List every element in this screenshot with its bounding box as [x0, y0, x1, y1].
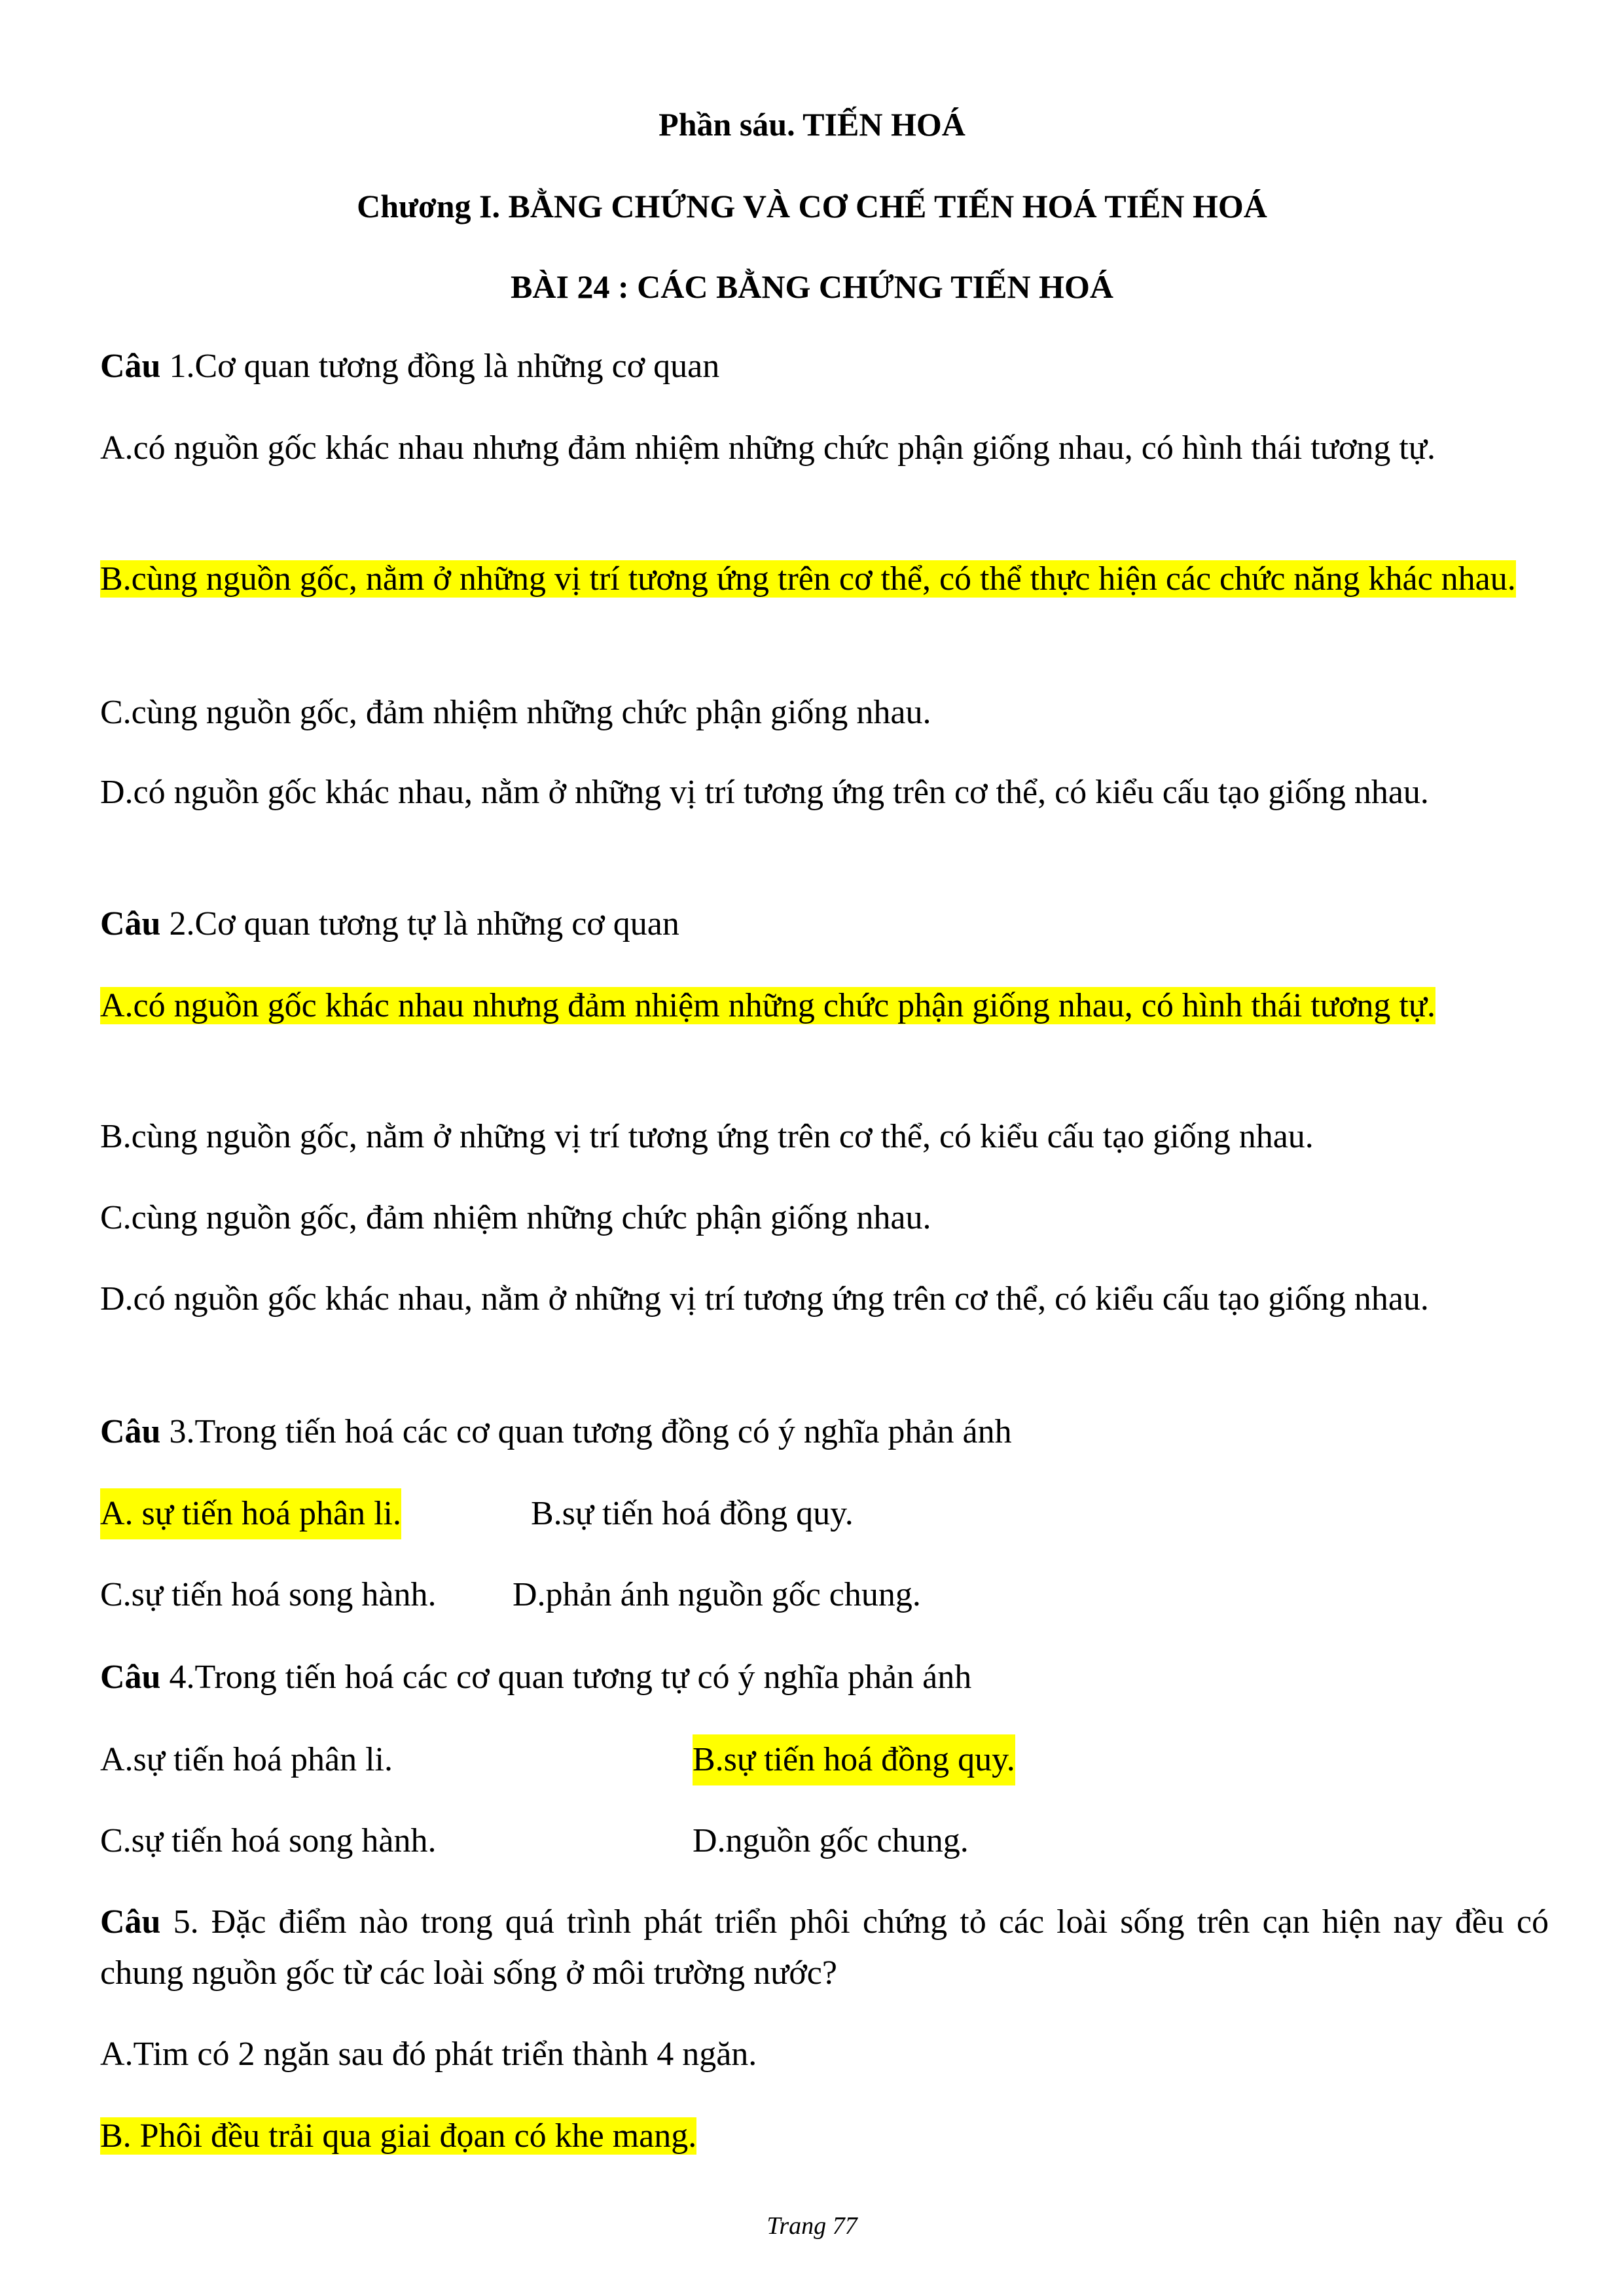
chapter-title: Chương I. BẰNG CHỨNG VÀ CƠ CHẾ TIẾN HOÁ TIẾN HOÁ [357, 188, 1267, 224]
question-5-option-b [100, 2111, 1549, 2162]
lesson-title: BÀI 24 : CÁC BẰNG CHỨNG TIẾN HOÁ [511, 268, 1113, 305]
question-3-stem [100, 1407, 1549, 1458]
question-1-stem [100, 341, 1549, 392]
question-1-option-a [100, 423, 1549, 474]
question-3-option-d: D.phản ánh nguồn gốc chung. [513, 1576, 921, 1613]
question-4-options-row-1 [100, 1734, 1549, 1785]
question-5-option-a [100, 2029, 1549, 2080]
question-2-stem [100, 899, 1549, 950]
option-text-highlighted: B.cùng nguồn gốc, nằm ở những vị trí tương ứng trên cơ thể, có thể thực hiện các chức năng khác nhau. [100, 560, 1516, 598]
question-1-option-b [100, 554, 1549, 605]
question-5-stem [100, 1897, 1549, 1999]
question-label: Câu [100, 1903, 161, 1941]
option-text-highlighted: A.có nguồn gốc khác nhau nhưng đảm nhiệm những chức phận giống nhau, có hình thái tương tự. [100, 987, 1436, 1024]
question-3-option-c: C.sự tiến hoá song hành. [100, 1576, 437, 1613]
option-text: A.Tim có 2 ngăn sau đó phát triển thành 4 ngăn. [100, 2036, 757, 2073]
question-2-option-c [100, 1193, 1549, 1244]
question-text: 1.Cơ quan tương đồng là những cơ quan [160, 348, 720, 385]
question-4-stem [100, 1652, 1549, 1703]
question-label: Câu [100, 1413, 161, 1450]
question-3-options-row-1 [100, 1488, 1549, 1539]
option-text: D.có nguồn gốc khác nhau, nằm ở những vị trí tương ứng trên cơ thể, có kiểu cấu tạo giống nhau. [100, 1280, 1429, 1318]
option-text: C.cùng nguồn gốc, đảm nhiệm những chức phận giống nhau. [100, 694, 931, 731]
question-3-option-b: B.sự tiến hoá đồng quy. [531, 1495, 854, 1532]
option-text-highlighted: B. Phôi đều trải qua giai đọan có khe mang. [100, 2117, 697, 2155]
part-title: Phần sáu. TIẾN HOÁ [659, 106, 965, 143]
page-number: Trang 77 [767, 2212, 857, 2240]
question-4-option-d: D.nguồn gốc chung. [693, 1822, 969, 1859]
question-label: Câu [100, 348, 161, 385]
question-2-option-d [100, 1274, 1549, 1325]
question-text: 2.Cơ quan tương tự là những cơ quan [160, 905, 679, 942]
question-text: 5. Đặc điểm nào trong quá trình phát triển phôi chứng tỏ các loài sống trên cạn hiện nay đều có chung nguồn gốc từ các loài sống ở môi trường nước? [100, 1903, 1549, 1992]
option-text: D.có nguồn gốc khác nhau, nằm ở những vị trí tương ứng trên cơ thể, có kiểu cấu tạo giống nhau. [100, 774, 1429, 811]
question-text: 4.Trong tiến hoá các cơ quan tương tự có ý nghĩa phản ánh [160, 1659, 972, 1696]
question-3-options-row-2 [100, 1570, 1549, 1621]
option-text: C.cùng nguồn gốc, đảm nhiệm những chức phận giống nhau. [100, 1199, 931, 1236]
question-2-option-a [100, 980, 1549, 1031]
question-3-option-a: A. sự tiến hoá phân li. [100, 1488, 401, 1539]
question-label: Câu [100, 905, 161, 942]
question-2-option-b [100, 1111, 1549, 1162]
question-text: 3.Trong tiến hoá các cơ quan tương đồng có ý nghĩa phản ánh [160, 1413, 1012, 1450]
option-text: A.có nguồn gốc khác nhau nhưng đảm nhiệm những chức phận giống nhau, có hình thái tương tự. [100, 429, 1436, 467]
question-4-option-b: B.sự tiến hoá đồng quy. [693, 1734, 1015, 1785]
option-text: B.cùng nguồn gốc, nằm ở những vị trí tương ứng trên cơ thể, có kiểu cấu tạo giống nhau. [100, 1118, 1314, 1155]
question-4-options-row-2 [100, 1816, 1549, 1867]
question-label: Câu [100, 1659, 161, 1696]
question-4-option-a: A.sự tiến hoá phân li. [100, 1741, 393, 1778]
question-1-option-c [100, 687, 1549, 738]
question-1-option-d [100, 767, 1549, 818]
question-4-option-c: C.sự tiến hoá song hành. [100, 1822, 437, 1859]
